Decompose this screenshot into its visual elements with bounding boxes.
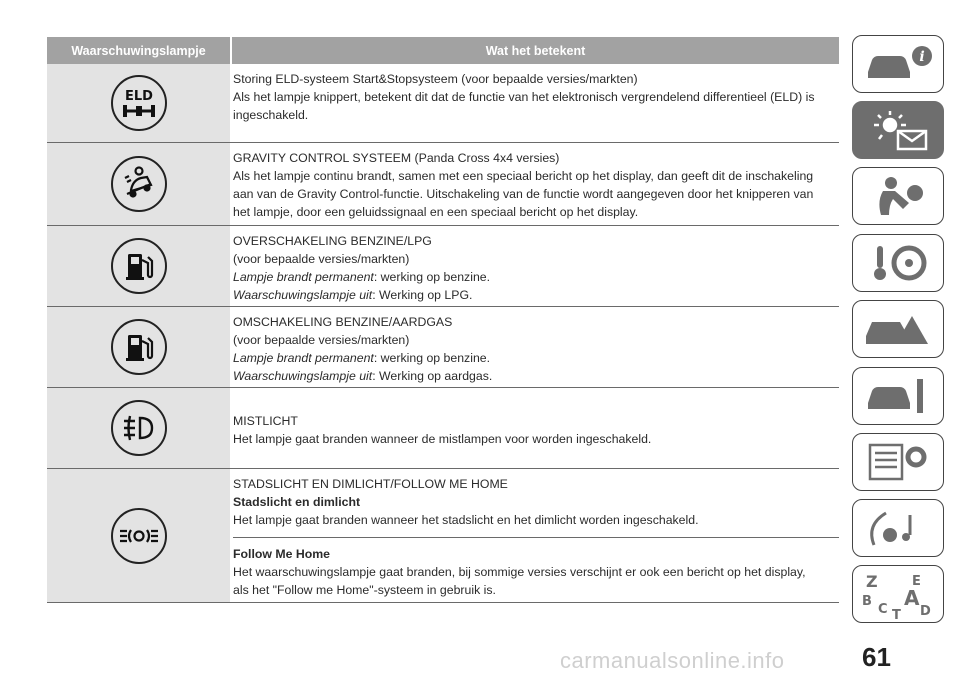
eld-icon — [111, 75, 167, 131]
header-col-meaning: Wat het betekent — [232, 37, 839, 64]
row-line: Storing ELD-systeem Start&Stopsysteem (voor bepaalde versies/markten) — [233, 72, 638, 86]
row-line: Het lampje gaat branden wanneer de mistlampen voor worden ingeschakeld. — [233, 432, 652, 446]
page-number: 61 — [862, 642, 891, 672]
table-row — [47, 469, 839, 603]
icon-cell — [47, 64, 230, 142]
svg-text:D: D — [920, 604, 931, 619]
row-line: het lampje, door een geluidssignaal en een speciaal bericht op het display. — [233, 205, 639, 219]
row-text — [230, 226, 839, 306]
icon-cell — [47, 388, 230, 468]
follow-me-home-section — [233, 537, 839, 599]
icon-cell — [47, 143, 230, 225]
row-title: OMSCHAKELING BENZINE/AARDGAS — [233, 315, 453, 329]
status-label: Waarschuwingslampje uit — [233, 369, 373, 383]
svg-text:C: C — [878, 602, 888, 617]
status-text: : werking op benzine. — [373, 351, 491, 365]
table-row — [47, 226, 839, 307]
position-lights-icon — [111, 508, 167, 564]
table-row — [47, 64, 839, 143]
row-line: aan van de Gravity Control-functie. Uitschakeling van de functie wordt aangegeven door het knipperen van — [233, 187, 814, 201]
row-line: Als het lampje continu brandt, samen met een speciaal bericht op het display, dan geeft dit de inschakeling — [233, 169, 814, 183]
emergency-icon[interactable] — [852, 300, 944, 358]
status-label: Lampje brandt permanent — [233, 351, 374, 365]
row-text — [230, 469, 839, 602]
section-title: Stadslicht en dimlicht — [233, 495, 361, 509]
row-subtitle: (voor bepaalde versies/markten) — [233, 252, 410, 266]
table-row — [47, 388, 839, 469]
row-title: STADSLICHT EN DIMLICHT/FOLLOW ME HOME — [233, 477, 508, 491]
row-line: GRAVITY CONTROL SYSTEEM (Panda Cross 4x4 versies) — [233, 151, 560, 165]
row-line: MISTLICHT — [233, 414, 298, 428]
row-line — [233, 286, 839, 304]
table-header — [47, 37, 839, 64]
fuel-pump-icon — [111, 238, 167, 294]
driving-icon[interactable] — [852, 234, 944, 292]
maintenance-icon[interactable] — [852, 367, 944, 425]
row-line: Het lampje gaat branden wanneer het stadslicht en het dimlicht worden ingeschakeld. — [233, 513, 699, 527]
status-text: : werking op benzine. — [373, 270, 491, 284]
row-subtitle: (voor bepaalde versies/markten) — [233, 333, 410, 347]
status-label: Lampje brandt permanent — [233, 270, 374, 284]
header-col-lamp: Waarschuwingslampje — [47, 37, 230, 64]
section-title: Follow Me Home — [233, 547, 331, 561]
index-icon[interactable] — [852, 565, 944, 623]
svg-text:A: A — [904, 586, 920, 610]
row-text — [230, 64, 839, 142]
svg-text:B: B — [862, 594, 872, 609]
car-info-icon[interactable] — [852, 35, 944, 93]
status-label: Waarschuwingslampje uit — [233, 288, 373, 302]
warning-lights-table — [47, 37, 839, 603]
fuel-pump-icon — [111, 319, 167, 375]
gravity-control-icon — [111, 156, 167, 212]
table-row — [47, 143, 839, 226]
table-row — [47, 307, 839, 388]
multimedia-icon[interactable] — [852, 499, 944, 557]
row-line: ingeschakeld. — [233, 108, 309, 122]
warning-lights-icon[interactable] — [852, 101, 944, 159]
row-line: Het waarschuwingslampje gaat branden, bij sommige versies verschijnt er ook een bericht op het display, — [233, 565, 806, 579]
status-text: : Werking op LPG. — [372, 288, 473, 302]
icon-cell — [47, 469, 230, 602]
row-line — [233, 349, 839, 367]
fog-light-icon — [111, 400, 167, 456]
technical-data-icon[interactable] — [852, 433, 944, 491]
icon-cell — [47, 307, 230, 387]
row-text — [230, 143, 839, 225]
icon-cell — [47, 226, 230, 306]
status-text: : Werking op aardgas. — [372, 369, 493, 383]
safety-icon[interactable] — [852, 167, 944, 225]
row-text — [230, 307, 839, 387]
row-title: OVERSCHAKELING BENZINE/LPG — [233, 234, 432, 248]
row-line — [233, 268, 839, 286]
svg-text:Z: Z — [866, 572, 878, 591]
svg-text:E: E — [912, 574, 921, 589]
eld-icon-text: ELD — [124, 89, 153, 104]
watermark: carmanualsonline.info — [560, 648, 785, 673]
row-line: als het "Follow me Home"-systeem in gebruik is. — [233, 583, 496, 597]
svg-text:T: T — [892, 608, 901, 619]
row-line: Als het lampje knippert, betekent dit dat de functie van het elektronisch vergrendelend differentieel (ELD) is — [233, 90, 815, 104]
row-text — [230, 388, 839, 468]
row-line — [233, 367, 839, 385]
svg-text:i: i — [919, 49, 925, 65]
